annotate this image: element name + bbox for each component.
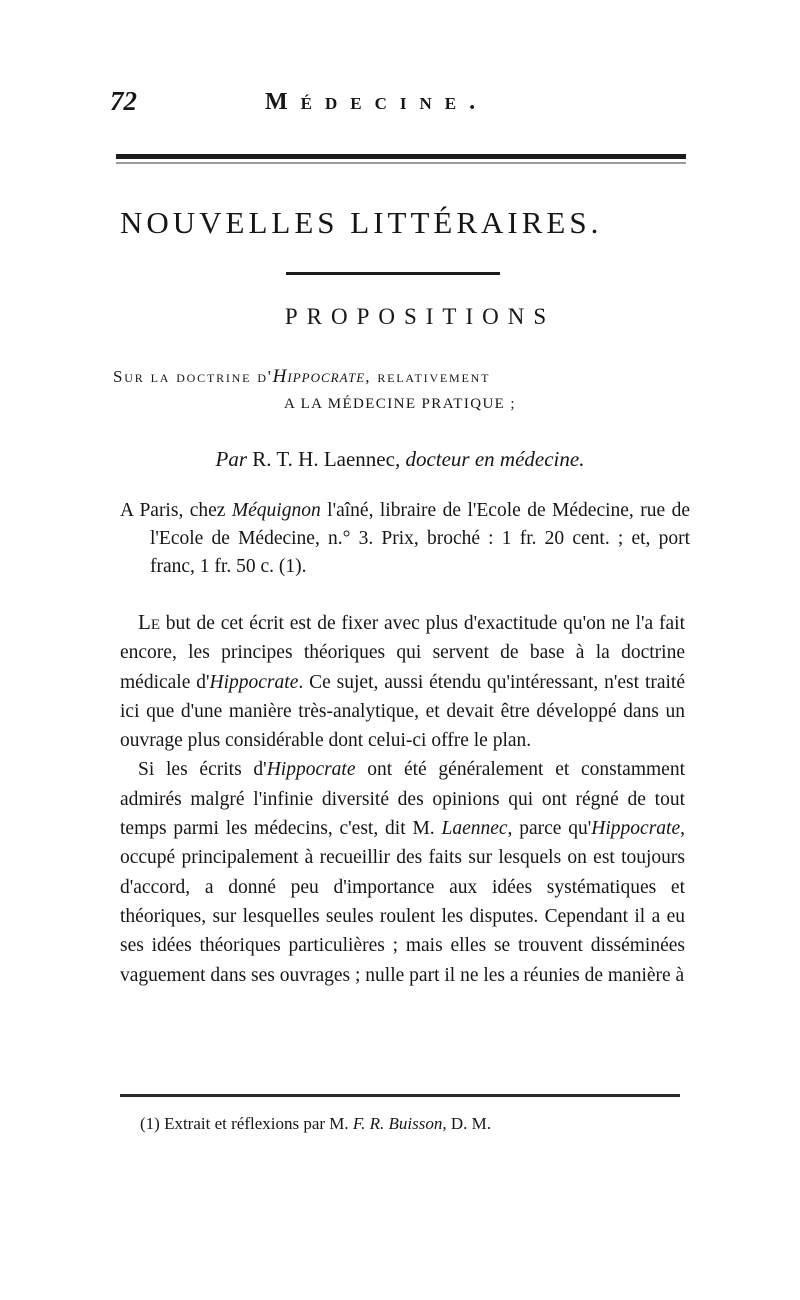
p1-name: Hippocrate bbox=[209, 671, 299, 693]
article-title: PROPOSITIONS bbox=[284, 304, 556, 329]
page-number: 72 bbox=[110, 86, 137, 116]
p2-name1: Hippocrate bbox=[266, 759, 356, 781]
paragraph-1 bbox=[120, 608, 685, 755]
footnote bbox=[140, 1114, 680, 1134]
p1-lead: Le bbox=[138, 610, 160, 634]
p2-d: , occupé principalement à recueillir des faits sur lesquels on est toujours d'accord, a donné peu d'importance aux idées systématiques et théoriques, sur lesquelles seules roulent les disputes. Cependant il a eu ses idées théoriques particulières ; mais elles se trouvent disséminées vaguement dans ses ouvrages ; nulle part il ne les a réunies de manière à bbox=[120, 818, 685, 986]
section-divider bbox=[286, 272, 500, 275]
body-text bbox=[120, 608, 685, 990]
subtitle-trail: , relativement bbox=[365, 367, 491, 386]
subtitle-name: Hippocrate bbox=[272, 366, 366, 387]
p2-name3: Hippocrate bbox=[591, 818, 681, 840]
paragraph-2 bbox=[120, 755, 685, 989]
imprint bbox=[120, 497, 690, 581]
section-heading: NOUVELLES LITTÉRAIRES. bbox=[120, 205, 603, 240]
article-subtitle-line2: A LA MÉDECINE PRATIQUE ; bbox=[284, 396, 516, 412]
article-subtitle bbox=[113, 366, 688, 388]
imprint-part1: A Paris, chez bbox=[120, 500, 232, 521]
subtitle-lead: Sur la doctrine d' bbox=[113, 367, 273, 386]
footnote-name: Buisson bbox=[384, 1114, 443, 1133]
p2-c: , parce qu' bbox=[507, 818, 592, 840]
imprint-part2: l'aîné, libraire de l'Ecole de Médecine, rue de l'Ecole de Médecine, n.° 3. Prix, broché : 1 fr. 20 cent. ; et, port franc, 1 fr. 50 c. (1). bbox=[150, 500, 690, 577]
p2-a: Si les écrits d' bbox=[138, 759, 267, 781]
footnote-initials: F. R. bbox=[352, 1114, 385, 1133]
footnote-marker: (1) bbox=[140, 1114, 160, 1133]
author-title: , docteur en médecine. bbox=[394, 447, 585, 471]
footnote-rule bbox=[120, 1094, 680, 1097]
author-par: Par bbox=[215, 447, 248, 471]
footnote-text-a: Extrait et réflexions par M. bbox=[159, 1114, 353, 1133]
header-rule-thin bbox=[116, 162, 686, 164]
running-title: Médecine. bbox=[265, 89, 489, 115]
p2-name2: Laennec bbox=[441, 818, 508, 840]
p1-a: but de cet écrit est de fixer avec plus d'exactitude qu'on ne l'a fait encore, les principes théoriques qui servent de base à la doctrine médicale d' bbox=[120, 613, 685, 693]
footnote-text-b: , D. M. bbox=[442, 1114, 491, 1133]
publisher-name: Méquignon bbox=[231, 500, 321, 521]
author-name: R. T. H. Laennec bbox=[252, 447, 395, 471]
author-line bbox=[120, 447, 680, 472]
p1-b: . Ce sujet, aussi étendu qu'intéressant, n'est traité ici que d'une manière très-analytique, et devait être développé dans un ouvrage plus considérable dont celui-ci offre le plan. bbox=[120, 671, 686, 752]
header-rule bbox=[116, 154, 686, 159]
p2-b: ont été généralement et constamment admirés malgré l'infinie diversité des opinions qui ont régné de tout temps parmi les médecins, c'est, dit M. bbox=[120, 759, 685, 840]
